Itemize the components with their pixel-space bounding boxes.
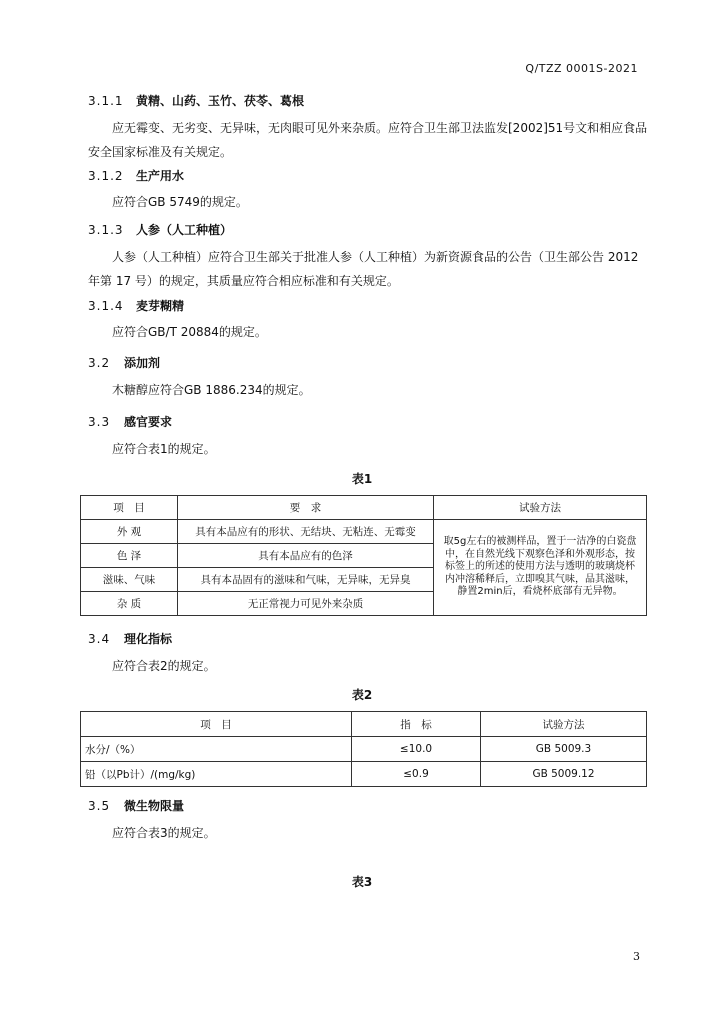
physicochemical-table bbox=[80, 711, 647, 787]
row-indicator: ≤0.9 bbox=[352, 762, 481, 787]
heading-title: 生产用水 bbox=[136, 169, 185, 183]
table-row bbox=[81, 737, 647, 762]
header-test-method: 试验方法 bbox=[434, 496, 647, 520]
header-requirement: 要 求 bbox=[178, 496, 434, 520]
row-indicator: ≤10.0 bbox=[352, 737, 481, 762]
heading-number: 3.1.3 bbox=[88, 223, 124, 237]
paragraph-3-1-1: 应无霉变、无劣变、无异味，无肉眼可见外来杂质。应符合卫生部卫法监发[2002]51号文和相应食品安全国家标准及有关规定。 bbox=[88, 121, 648, 159]
row-item: 杂 质 bbox=[81, 592, 178, 616]
heading-3-4 bbox=[88, 630, 172, 647]
table3-caption: 表3 bbox=[351, 875, 373, 889]
heading-title: 麦芽糊精 bbox=[136, 299, 185, 313]
paragraph-3-1-4: 应符合GB/T 20884的规定。 bbox=[112, 325, 267, 339]
row-item: 铅（以Pb计）/(mg/kg) bbox=[81, 762, 352, 787]
row-test-method: GB 5009.3 bbox=[481, 737, 647, 762]
row-requirement: 无正常视力可见外来杂质 bbox=[178, 592, 434, 616]
heading-3-2 bbox=[88, 354, 160, 371]
document-code: Q/TZZ 0001S-2021 bbox=[525, 62, 638, 75]
heading-3-1-2 bbox=[88, 167, 184, 184]
test-method-cell: 取5g左右的被测样品，置于一洁净的白瓷盘中，在自然光线下观察色泽和外观形态，按标签上的所述的使用方法与透明的玻璃烧杯内冲溶稀释后，立即嗅其气味，品其滋味，静置2min后，看烧杯底部有无异物。 bbox=[434, 520, 647, 616]
header-indicator: 指 标 bbox=[352, 712, 481, 737]
heading-title: 感官要求 bbox=[124, 415, 173, 429]
heading-3-1-4 bbox=[88, 297, 184, 314]
row-item: 滋味、气味 bbox=[81, 568, 178, 592]
page-number: 3 bbox=[633, 950, 640, 963]
heading-number: 3.1.4 bbox=[88, 299, 124, 313]
paragraph-3-4: 应符合表2的规定。 bbox=[112, 659, 216, 673]
heading-title: 人参（人工种植） bbox=[136, 223, 233, 237]
heading-number: 3.1.1 bbox=[88, 94, 124, 108]
paragraph-3-2: 木糖醇应符合GB 1886.234的规定。 bbox=[112, 383, 311, 397]
table-header-row bbox=[81, 496, 647, 520]
heading-3-3 bbox=[88, 413, 172, 430]
heading-3-1-3 bbox=[88, 221, 232, 238]
heading-number: 3.2 bbox=[88, 356, 111, 370]
heading-number: 3.4 bbox=[88, 632, 111, 646]
header-item: 项 目 bbox=[81, 712, 352, 737]
table-header-row bbox=[81, 712, 647, 737]
row-item: 水分/（%） bbox=[81, 737, 352, 762]
paragraph-3-1-2: 应符合GB 5749的规定。 bbox=[112, 195, 248, 209]
row-requirement: 具有本品固有的滋味和气味，无异味，无异臭 bbox=[178, 568, 434, 592]
row-requirement: 具有本品应有的色泽 bbox=[178, 544, 434, 568]
heading-title: 黄精、山药、玉竹、茯苓、葛根 bbox=[136, 94, 305, 108]
heading-title: 微生物限量 bbox=[124, 799, 185, 813]
table1-caption: 表1 bbox=[351, 472, 373, 486]
table2-caption: 表2 bbox=[351, 688, 373, 702]
row-item: 色 泽 bbox=[81, 544, 178, 568]
header-item: 项 目 bbox=[81, 496, 178, 520]
row-test-method: GB 5009.12 bbox=[481, 762, 647, 787]
heading-title: 理化指标 bbox=[124, 632, 173, 646]
table-row bbox=[81, 520, 647, 544]
sensory-requirements-table bbox=[80, 495, 647, 616]
heading-title: 添加剂 bbox=[124, 356, 161, 370]
header-test-method: 试验方法 bbox=[481, 712, 647, 737]
heading-3-5 bbox=[88, 797, 184, 814]
paragraph-3-5: 应符合表3的规定。 bbox=[112, 826, 216, 840]
paragraph-3-3: 应符合表1的规定。 bbox=[112, 442, 216, 456]
heading-number: 3.5 bbox=[88, 799, 111, 813]
table-row bbox=[81, 762, 647, 787]
heading-number: 3.3 bbox=[88, 415, 111, 429]
heading-3-1-1 bbox=[88, 92, 304, 109]
row-requirement: 具有本品应有的形状、无结块、无粘连、无霉变 bbox=[178, 520, 434, 544]
paragraph-3-1-3: 人参（人工种植）应符合卫生部关于批准人参（人工种植）为新资源食品的公告（卫生部公告 2012 年第 17 号）的规定，其质量应符合相应标准和有关规定。 bbox=[88, 250, 639, 288]
row-item: 外 观 bbox=[81, 520, 178, 544]
heading-number: 3.1.2 bbox=[88, 169, 124, 183]
